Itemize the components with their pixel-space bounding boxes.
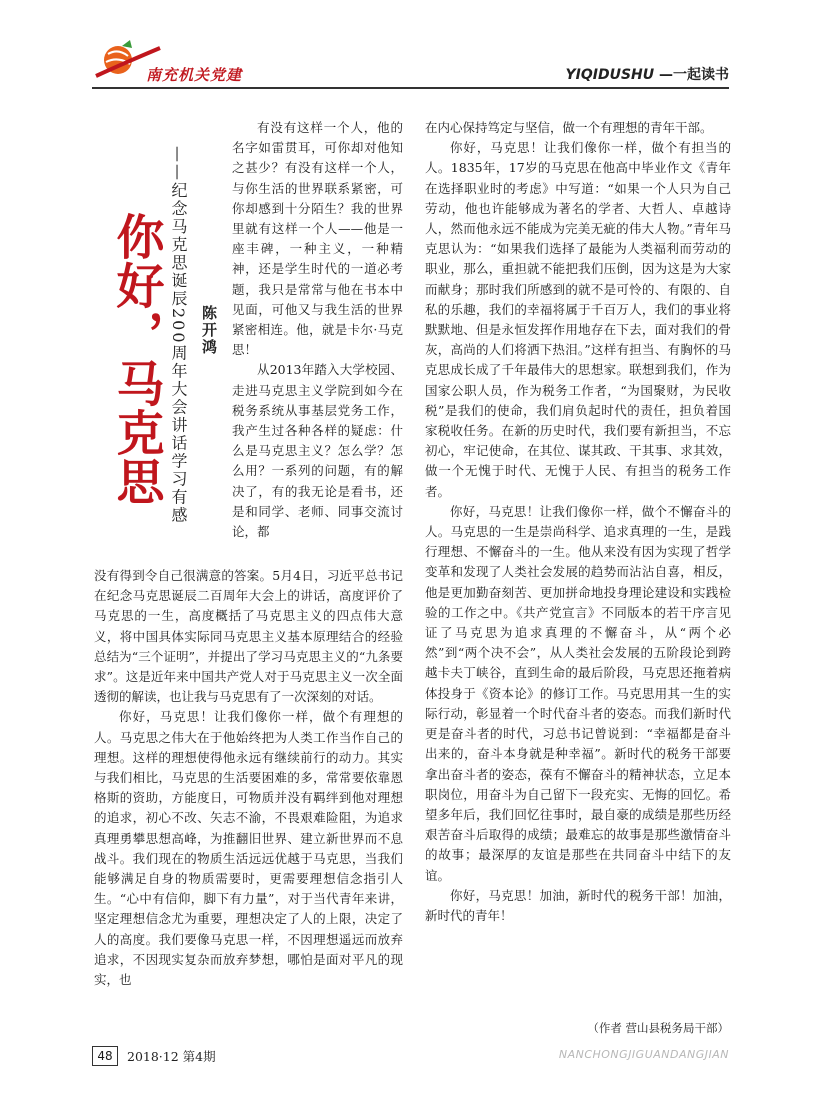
article-column-right — [425, 118, 731, 1024]
column-name-en: YIQIDUSHU — [565, 67, 655, 83]
author-byline: （作者 营山县税务局干部） — [587, 1021, 729, 1035]
paragraph: 有没有这样一个人，他的名字如雷贯耳，可你却对他知之甚少？有没有这样一个人，与你生活的世界联系紧密，可你却感到十分陌生？我的世界里就有这样一个人——他是一座丰碑，一种主义，一种精神，还是学生时代的一道必考题，我只是常常与他在书本中见面，可他又与我生活的世界紧密相连。他，就是卡尔·马克思！ — [232, 120, 403, 358]
article-column-left — [94, 566, 403, 1042]
paragraph: 你好，马克思！加油，新时代的税务干部！加油，新时代的青年！ — [425, 887, 731, 923]
header-divider — [92, 87, 729, 89]
paragraph: 在内心保持笃定与坚信，做一个有理想的青年干部。 — [425, 120, 713, 135]
article-author: 陈开鸿 — [200, 305, 218, 356]
article-column-top — [232, 118, 403, 570]
column-name: YIQIDUSHU —一起读书 — [565, 67, 729, 83]
publication-name: NANCHONGJIGUANDANGJIAN — [558, 1048, 729, 1061]
column-name-cn: 一起读书 — [673, 67, 729, 83]
page-number: 48 — [92, 1046, 118, 1066]
issue-label: 2018·12 第4期 — [127, 1049, 216, 1064]
paragraph: 你好，马克思！让我们像你一样，做个不懈奋斗的人。马克思的一生是崇尚科学、追求真理的一生，是践行理想、不懈奋斗的一生。他从来没有因为实现了哲学变革和发现了人类社会发展的趋势而沾沾自喜，相反，他是更加勤奋刻苦、更加拼命地投身理论建设和实践检验的工作之中。《共产党宣言》不同版本的若干序言见证了马克思为追求真理的不懈奋斗，从“两个必然”到“两个决不会”，从人类社会发展的五阶段论到跨越卡夫丁峡谷，直到生命的最后阶段，马克思还拖着病体投身于《资本论》的修订工作。马克思用其一生的实际行动，彰显着一个时代奋斗者的姿态。而我们新时代更是奋斗者的时代，习总书记曾说到：“幸福都是奋斗出来的，奋斗本身就是种幸福”。新时代的税务干部要拿出奋斗者的姿态，葆有不懈奋斗的精神状态，立足本职岗位，用奋斗为自己留下一段充实、无悔的回忆。希望多年后，我们回忆往事时，最自豪的成绩是那些历经艰苦奋斗后取得的成绩；最难忘的故事是那些激情奋斗的故事；最深厚的友谊是那些在共同奋斗中结下的友谊。 — [425, 503, 731, 883]
section-title: 南充机关党建 — [146, 66, 243, 84]
paragraph: 你好，马克思！让我们像你一样，做个有理想的人。马克思之伟大在于他始终把为人类工作当作自己的理想。这样的理想使得他永远有继续前行的动力。其实与我们相比，马克思的生活要困难的多，常常要依靠恩格斯的资助，方能度日，可物质并没有羁绊到他对理想的追求，初心不改、矢志不渝，不畏艰难险阻，为追求真理勇攀思想高峰，为推翻旧世界、建立新世界而不息战斗。我们现在的物质生活远远优越于马克思，当我们能够满足自身的物质需要时，更需要理想信念指引人生。“心中有信仰，脚下有力量”，对于当代青年来讲，坚定理想信念尤为重要，理想决定了人的上限，决定了人的高度。我们要像马克思一样，不因理想遥远而放弃追求，不因现实复杂而放弃梦想，哪怕是面对平凡的现实，也 — [94, 709, 403, 988]
paragraph: 你好，马克思！让我们像你一样，做个有担当的人。1835年，17岁的马克思在他高中毕业作文《青年在选择职业时的考虑》中写道：“如果一个人只为自己劳动，他也许能够成为著名的学者、大哲人、卓越诗人，然而他永远不能成为完美无疵的伟大人物。”青年马克思认为：“如果我们选择了最能为人类福利而劳动的职业，那么，重担就不能把我们压倒，因为这是为大家而献身；那时我们所感到的就不是可怜的、有限的、自私的乐趣，我们的幸福将属于千百万人，我们的事业将默默地、但是永恒发挥作用地存在下去，面对我们的骨灰，高尚的人们将洒下热泪。”这样有担当、有胸怀的马克思成长成了千年最伟大的思想家。联想到我们，作为国家公职人员，作为税务工作者，“为国聚财，为民收税”是我们的使命，我们肩负起时代的责任，担负着国家税收任务。在新的历史时代，我们要有新担当，不忘初心，牢记使命，在其位、谋其政、干其事、求其效，做一个无愧于时代、无愧于人民、有担当的税务工作者。 — [425, 140, 731, 499]
article-subtitle: ——纪念马克思诞辰200周年大会讲话学习有感 — [169, 146, 188, 525]
paragraph: 没有得到令自己很满意的答案。5月4日，习近平总书记在纪念马克思诞辰二百周年大会上的讲话，高度评价了马克思的一生，高度概括了马克思主义的四点伟大意义，将中国具体实际同马克思主义基本原理结合的经验总结为“三个证明”，并提出了学习马克思主义的“九条要求”。这是近年来中国共产党人对于马克思主义一次全面透彻的解读，也让我与马克思有了一次深刻的对话。 — [94, 568, 403, 705]
paragraph: 从2013年踏入大学校园、走进马克思主义学院到如今在税务系统从事基层党务工作，我产生过各种各样的疑虑：什么是马克思主义？怎么学？怎么用？一系列的问题，有的解决了，有的我无论是看书，还是和同学、老师、同事交流讨论，都 — [232, 362, 403, 540]
article-title: 你好，马克思 — [108, 212, 164, 506]
